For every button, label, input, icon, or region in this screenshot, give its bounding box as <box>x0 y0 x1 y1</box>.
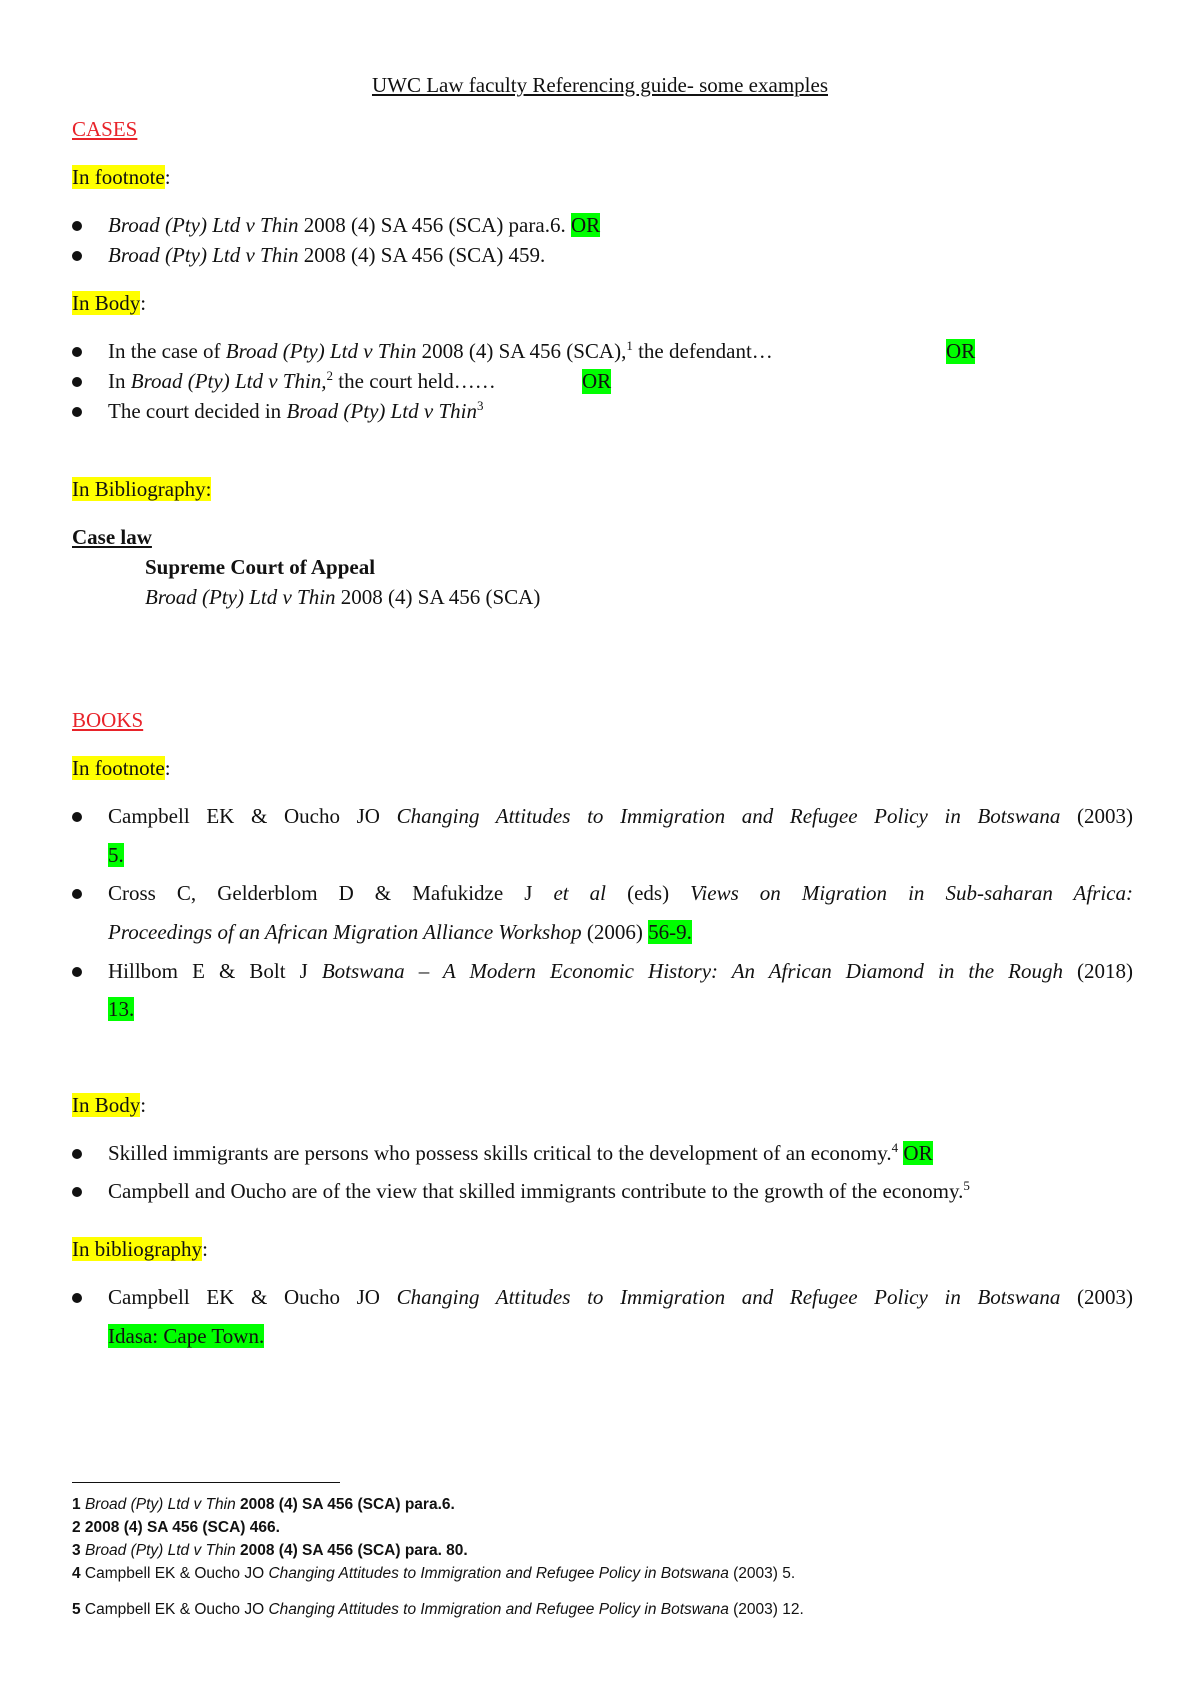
cases-body-item-3: The court decided in Broad (Pty) Ltd v Thin$^3$ <box>108 398 484 423</box>
footnote-4: 4 Campbell EK & Oucho JO Changing Attitudes to Immigration and Refugee Policy in Botswana (2003) 5. <box>72 1565 796 1582</box>
cases-footnote-label: In footnote: <box>72 165 171 189</box>
books-body-label: In Body: <box>72 1093 147 1117</box>
bullet-icon <box>72 377 82 387</box>
bullet-icon <box>72 1149 82 1159</box>
cases-body-item-2: In Broad (Pty) Ltd v Thin,$^2$ the court held…… <box>108 368 496 393</box>
footnote-3: 3 Broad (Pty) Ltd v Thin 2008 (4) SA 456 (SCA) para. 80. <box>72 1542 468 1559</box>
bullet-icon <box>72 407 82 417</box>
court-heading: Supreme Court of Appeal <box>145 555 376 579</box>
books-footnote-item-2-line-1: Cross C, Gelderblom D & Mafukidze J et al (eds) Views on Migration in Sub-saharan Africa: <box>108 881 1133 905</box>
bullet-icon <box>72 1187 82 1197</box>
cases-body-item-1: In the case of Broad (Pty) Ltd v Thin 2008 (4) SA 456 (SCA),$^1$ the defendant… <box>108 338 773 363</box>
or-tag: OR <box>946 339 976 363</box>
cases-heading: CASES <box>72 117 138 141</box>
books-footnote-item-1-line-2: 5. <box>108 843 124 867</box>
books-footnote-item-2-line-2: Proceedings of an African Migration Alliance Workshop (2006) 56-9. <box>108 920 692 944</box>
bullet-icon <box>72 221 82 231</box>
books-bib-item-1-line-2: Idasa: Cape Town. <box>108 1324 265 1348</box>
cases-footnote-item-2: Broad (Pty) Ltd v Thin 2008 (4) SA 456 (SCA) 459. <box>108 243 546 267</box>
footnote-2: 2 2008 (4) SA 456 (SCA) 466. <box>72 1519 280 1536</box>
bullet-icon <box>72 812 82 822</box>
books-footnote-label: In footnote: <box>72 756 171 780</box>
cases-body-label: In Body: <box>72 291 147 315</box>
cases-footnote-item-1: Broad (Pty) Ltd v Thin 2008 (4) SA 456 (SCA) para.6. OR <box>108 213 601 237</box>
books-footnote-item-3-line-1: Hillbom E & Bolt J Botswana – A Modern Economic History: An African Diamond in the Rough (2018) <box>108 959 1134 983</box>
books-heading: BOOKS <box>72 708 144 732</box>
books-body-item-2: Campbell and Oucho are of the view that skilled immigrants contribute to the growth of the economy.$^5$ <box>108 1178 970 1203</box>
bullet-icon <box>72 1293 82 1303</box>
bullet-icon <box>72 251 82 261</box>
footnote-1: 1 Broad (Pty) Ltd v Thin 2008 (4) SA 456 (SCA) para.6. <box>72 1496 455 1513</box>
footnote-5: 5 Campbell EK & Oucho JO Changing Attitudes to Immigration and Refugee Policy in Botswana (2003) 12. <box>72 1601 804 1618</box>
books-bib-item-1-line-1: Campbell EK & Oucho JO Changing Attitudes to Immigration and Refugee Policy in Botswana (2003) <box>108 1285 1133 1309</box>
case-law-heading: Case law <box>72 525 152 549</box>
or-tag: OR <box>582 369 612 393</box>
bullet-icon <box>72 347 82 357</box>
bullet-icon <box>72 889 82 899</box>
case-bib-entry: Broad (Pty) Ltd v Thin 2008 (4) SA 456 (SCA) <box>145 585 541 609</box>
books-footnote-item-1-line-1: Campbell EK & Oucho JO Changing Attitudes to Immigration and Refugee Policy in Botswana (2003) <box>108 804 1133 828</box>
page-title: UWC Law faculty Referencing guide- some examples <box>371 73 828 97</box>
cases-bibliography-label: In Bibliography: <box>72 477 212 501</box>
books-bibliography-label: In bibliography: <box>72 1237 208 1261</box>
bullet-icon <box>72 967 82 977</box>
footnote-separator <box>72 1482 340 1483</box>
books-footnote-item-3-line-2: 13. <box>108 997 135 1021</box>
books-body-item-1: Skilled immigrants are persons who possess skills critical to the development of an economy.$^4$ OR <box>108 1140 933 1165</box>
